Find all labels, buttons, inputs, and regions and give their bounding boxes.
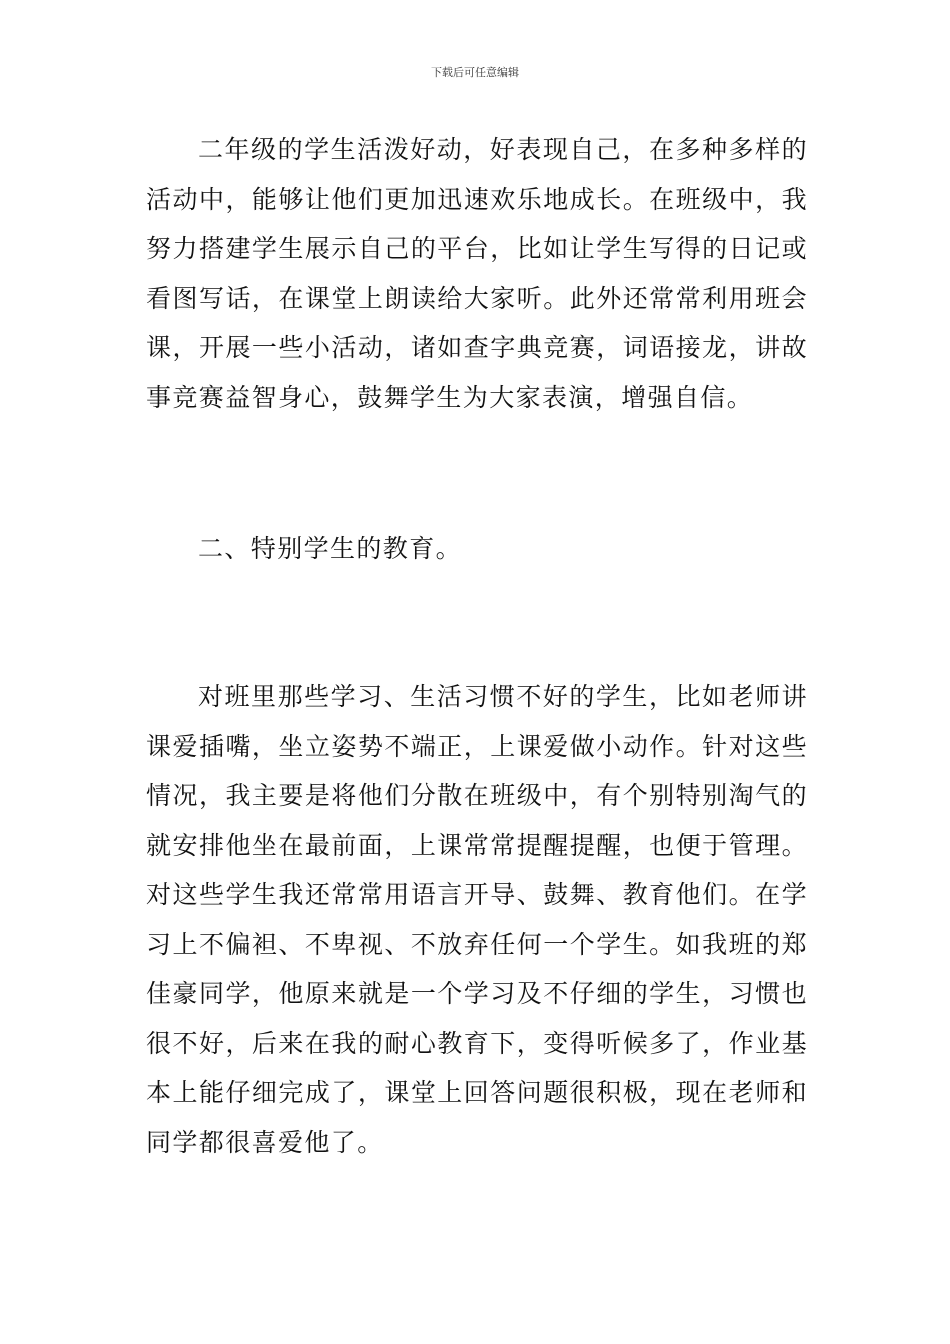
paragraph-special-students: 对班里那些学习、生活习惯不好的学生，比如老师讲课爱插嘴，坐立姿势不端正，上课爱做小动作。针对这些情况，我主要是将他们分散在班级中，有个别特别淘气的就安排他坐在最前面，上课常常提醒提醒，也便于管理。对这些学生我还常常用语言开导、鼓舞、教育他们。在学习上不偏袒、不卑视、不放弃任何一个学生。如我班的郑佳豪同学，他原来就是一个学习及不仔细的学生，习惯也很不好，后来在我的耐心教育下，变得听候多了，作业基本上能仔细完成了，课堂上回答问题很积极，现在老师和同学都很喜爱他了。 [146, 682, 808, 1157]
section-heading: 二、特别学生的教育。 [198, 534, 463, 563]
page-header: 下载后可任意编辑 [431, 66, 519, 79]
paragraph-activities: 二年级的学生活泼好动，好表现自己，在多种多样的活动中，能够让他们更加迅速欢乐地成长。在班级中，我努力搭建学生展示自己的平台，比如让学生写得的日记或看图写话，在课堂上朗读给大家听。此外还常常利用班会课，开展一些小活动，诸如查字典竞赛，词语接龙，讲故事竞赛益智身心，鼓舞学生为大家表演，增强自信。 [146, 135, 808, 412]
